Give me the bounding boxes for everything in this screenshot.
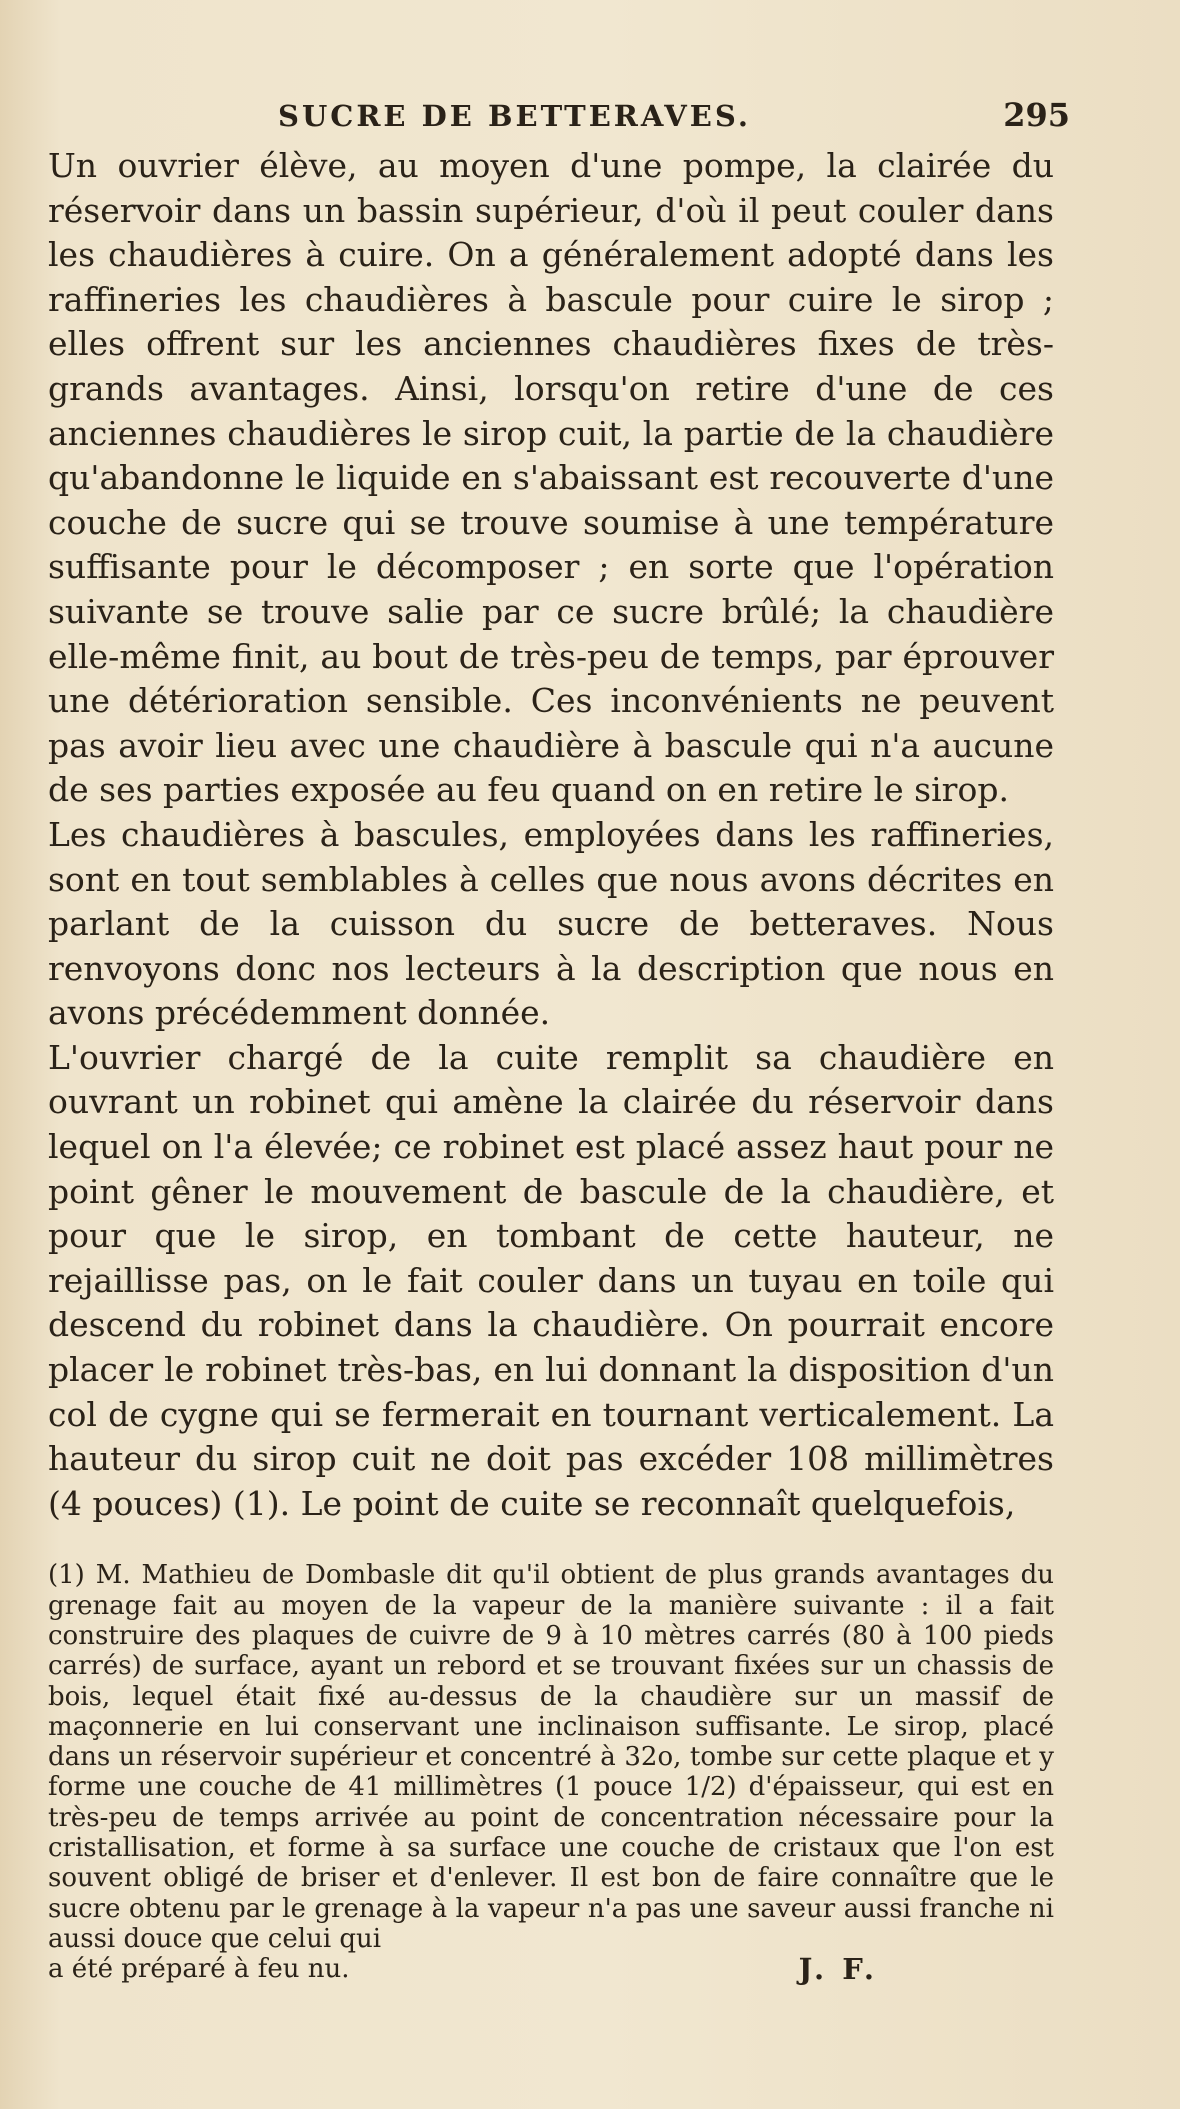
page-header	[278, 96, 1070, 144]
footnote-last-line: a été préparé à feu nu.	[48, 1954, 350, 1985]
paragraph-3: L'ouvrier chargé de la cuite remplit sa chaudière en ouvrant un robinet qui amène la clairée du réservoir dans lequel on l'a élevée; ce robinet est placé assez haut pour ne point gêner le mouvement de bascule de la chaudière, et pour que le sirop, en tombant de cette hauteur, ne rejaillisse pas, on le fait couler dans un tuyau en toile qui descend du robinet dans la chaudière. On pourrait encore placer le robinet très-bas, en lui donnant la disposition d'un col de cygne qui se fermerait en tournant verticalement. La hauteur du sirop cuit ne doit pas excéder 108 millimètres (4 pouces) (1). Le point de cuite se reconnaît quelquefois,	[48, 1037, 1054, 1523]
running-title: SUCRE DE BETTERAVES.	[278, 99, 751, 133]
footnote-section	[48, 1560, 1054, 1987]
page-number: 295	[1003, 96, 1070, 134]
paragraph-1: Un ouvrier élève, au moyen d'une pompe, la clairée du réservoir dans un bassin supérieur, d'où il peut couler dans les chaudières à cuire. On a généralement adopté dans les raffineries les chaudières à bascule pour cuire le sirop ; elles offrent sur les anciennes chaudières fixes de très-grands avantages. Ainsi, lorsqu'on retire d'une de ces anciennes chaudières le sirop cuit, la partie de la chaudière qu'abandonne le liquide en s'abaissant est recouverte d'une couche de sucre qui se trouve soumise à une température suffisante pour le décomposer ; en sorte que l'opération suivante se trouve salie par ce sucre brûlé; la chaudière elle-même finit, au bout de très-peu de temps, par éprouver une détérioration sensible. Ces inconvénients ne peuvent pas avoir lieu avec une chaudière à bascule qui n'a aucune de ses parties exposée au feu quand on en retire le sirop.	[48, 146, 1054, 810]
paragraph-2: Les chaudières à bascules, employées dans les raffineries, sont en tout semblables à celles que nous avons décrites en parlant de la cuisson du sucre de betteraves. Nous renvoyons donc nos lecteurs à la description que nous en avons précédemment donnée.	[48, 814, 1054, 1033]
body-text	[48, 144, 1054, 1526]
footnote-closing	[48, 1952, 1054, 1987]
footnote-text: (1) M. Mathieu de Dombasle dit qu'il obtient de plus grands avantages du grenage fait au moyen de la vapeur de la manière suivante : il a fait construire des plaques de cuivre de 9 à 10 mètres carrés (80 à 100 pieds carrés) de surface, ayant un rebord et se trouvant fixées sur un chassis de bois, lequel était fixé au-dessus de la chaudière sur un massif de maçonnerie en lui conservant une inclinaison suffisante. Le sirop, placé dans un réservoir supérieur et concentré à 32o, tombe sur cette plaque et y forme une couche de 41 millimètres (1 pouce 1/2) d'épaisseur, qui est en très-peu de temps arrivée au point de concentration nécessaire pour la cristallisation, et forme à sa surface une couche de cristaux que l'on est souvent obligé de briser et d'enlever. Il est bon de faire connaître que le sucre obtenu par le grenage à la vapeur n'a pas une saveur aussi franche ni aussi douce que celui qui	[48, 1560, 1054, 1954]
footnote-signature: J. F.	[798, 1952, 878, 1987]
